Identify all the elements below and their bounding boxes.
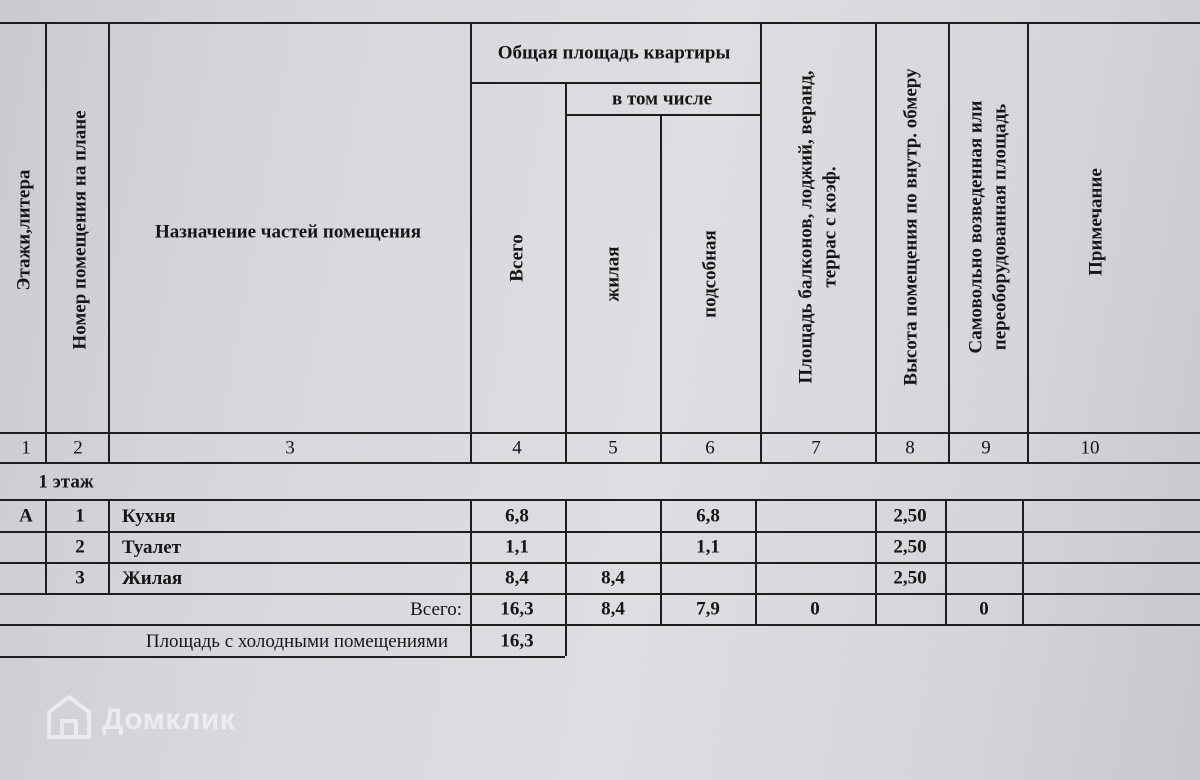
- grid-line: [0, 499, 1200, 501]
- header-room-number: Номер помещения на плане: [69, 110, 91, 350]
- column-number: 1: [21, 437, 31, 459]
- column-number: 2: [73, 437, 83, 459]
- column-number: 10: [1080, 437, 1100, 459]
- row-height: 2,50: [893, 505, 927, 527]
- header-selfbuilt-line2: переоборудованная площадь: [989, 103, 1010, 351]
- cold-area-label: Площадь с холодными помещениями: [145, 631, 448, 652]
- header-selfbuilt-line1: Самовольно возведенная или: [965, 100, 987, 354]
- grid-line: [1027, 22, 1029, 462]
- row-height: 2,50: [893, 536, 927, 558]
- grid-line: [470, 499, 472, 656]
- watermark-text: Домклик: [102, 702, 236, 736]
- column-number: 5: [608, 437, 618, 459]
- header-living-area: жилая: [602, 246, 624, 302]
- totals-area-total: 16,3: [500, 598, 534, 620]
- grid-line: [660, 114, 662, 462]
- grid-line: [0, 656, 565, 658]
- row-area-auxiliary: 1,1: [696, 536, 720, 558]
- grid-line: [470, 82, 760, 84]
- row-room-name: Кухня: [122, 506, 176, 527]
- header-total-area-group: Общая площадь квартиры: [497, 42, 731, 64]
- domclick-watermark: [46, 694, 235, 745]
- totals-label: Всего:: [410, 599, 462, 620]
- header-auxiliary-area: подсобная: [699, 230, 721, 318]
- row-number: 3: [75, 567, 85, 589]
- row-room-name: Туалет: [122, 537, 182, 558]
- column-number: 8: [905, 437, 915, 459]
- header-including: в том числе: [611, 88, 713, 110]
- column-number: 3: [285, 437, 295, 459]
- grid-line: [875, 499, 877, 624]
- house-icon: [46, 694, 92, 745]
- grid-line: [0, 562, 1200, 564]
- header-floors-litera: Этажи,литера: [13, 169, 35, 291]
- grid-line: [0, 593, 1200, 595]
- row-area-total: 8,4: [505, 567, 529, 589]
- column-number: 9: [981, 437, 991, 459]
- grid-line: [945, 499, 947, 624]
- grid-line: [1022, 499, 1024, 624]
- totals-area-living: 8,4: [601, 598, 625, 620]
- header-self-built-area: [964, 101, 1012, 354]
- row-height: 2,50: [893, 567, 927, 589]
- row-room-name: Жилая: [122, 568, 183, 589]
- cold-area-value: 16,3: [500, 630, 534, 652]
- grid-line: [108, 22, 110, 462]
- grid-line: [660, 499, 662, 624]
- grid-line: [45, 22, 47, 462]
- grid-line: [875, 22, 877, 462]
- grid-line: [565, 82, 567, 462]
- totals-self-built: 0: [979, 598, 989, 620]
- grid-line: [470, 22, 472, 462]
- column-number: 4: [512, 437, 522, 459]
- grid-line: [108, 499, 110, 593]
- row-area-auxiliary: 6,8: [696, 505, 720, 527]
- header-area-total: Всего: [506, 234, 528, 282]
- grid-line: [948, 22, 950, 462]
- grid-line: [565, 114, 760, 116]
- header-balcony-line2: террас с коэф.: [819, 166, 840, 288]
- table-border-top: [0, 22, 1200, 24]
- grid-line: [45, 499, 47, 593]
- grid-line: [760, 22, 762, 462]
- header-room-purpose: Назначение частей помещения: [154, 221, 422, 243]
- floor-label: 1 этаж: [38, 471, 94, 493]
- header-room-height: Высота помещения по внутр. обмеру: [900, 68, 922, 386]
- grid-line: [0, 462, 1200, 464]
- totals-balcony: 0: [810, 598, 820, 620]
- row-number: 1: [75, 505, 85, 527]
- totals-area-auxiliary: 7,9: [696, 598, 720, 620]
- grid-line: [755, 499, 757, 624]
- row-area-living: 8,4: [601, 567, 625, 589]
- column-number: 7: [811, 437, 821, 459]
- header-note: Примечание: [1085, 168, 1107, 276]
- row-litera: А: [19, 505, 33, 527]
- grid-line: [0, 432, 1200, 434]
- grid-line: [0, 624, 1200, 626]
- row-area-total: 6,8: [505, 505, 529, 527]
- row-area-total: 1,1: [505, 536, 529, 558]
- header-balcony-line1: Площадь балконов, лоджий, веранд,: [795, 70, 817, 384]
- header-balcony-area: [794, 70, 842, 383]
- column-number: 6: [705, 437, 715, 459]
- grid-line: [0, 531, 1200, 533]
- row-number: 2: [75, 536, 85, 558]
- grid-line: [565, 499, 567, 656]
